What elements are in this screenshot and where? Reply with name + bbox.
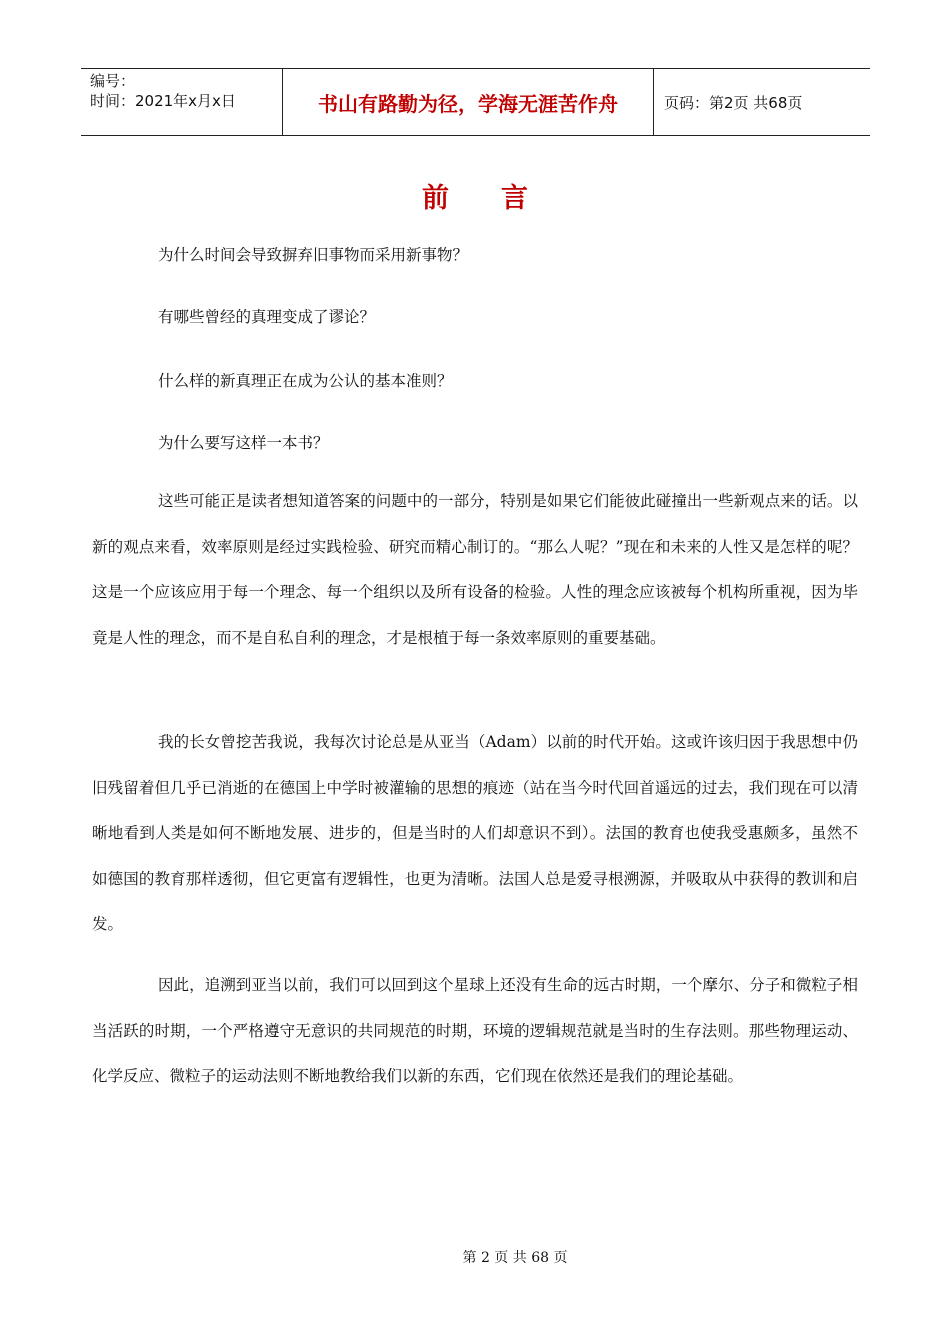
question-4: 为什么要写这样一本书？ (158, 434, 329, 452)
page-info-text: 页码：第2页 共68页 (664, 93, 803, 112)
date-line: 时间：2021年x月x日 (90, 92, 236, 110)
page-info (654, 69, 870, 135)
page-header (81, 68, 870, 136)
question-2: 有哪些曾经的真理变成了谬论？ (158, 308, 376, 326)
paragraph-2: 我的长女曾挖苦我说，我每次讨论总是从亚当（Adam）以前的时代开始。这或许该归因于我思想中仍旧残留着但几乎已消逝的在德国上中学时被灌输的思想的痕迹（站在当今时代回首遥远的过去，我们现在可以清晰地看到人类是如何不断地发展、进步的，但是当时的人们却意识不到）。法国的教育也使我受惠颇多，虽然不如德国的教育那样透彻，但它更富有逻辑性，也更为清晰。法国人总是爱寻根溯源，并吸取从中获得的教训和启发。 (92, 733, 858, 933)
header-left-cell (81, 69, 282, 135)
paragraph-3: 因此，追溯到亚当以前，我们可以回到这个星球上还没有生命的远古时期，一个摩尔、分子和微粒子相当活跃的时期，一个严格遵守无意识的共同规范的时期，环境的逻辑规范就是当时的生存法则。那些物理运动、化学反应、微粒子的运动法则不断地教给我们以新的东西，它们现在依然还是我们的理论基础。 (92, 976, 858, 1085)
number-label: 编号： (90, 72, 136, 90)
paragraph-1: 这些可能正是读者想知道答案的问题中的一部分，特别是如果它们能彼此碰撞出一些新观点来的话。以新的观点来看，效率原则是经过实践检验、研究而精心制订的。“那么人呢？”现在和未来的人性又是怎样的呢？这是一个应该应用于每一个理念、每一个组织以及所有设备的检验。人性的理念应该被每个机构所重视，因为毕竟是人性的理念，而不是自私自利的理念，才是根植于每一条效率原则的重要基础。 (92, 492, 858, 647)
page-title: 前言 (422, 183, 580, 214)
motto-text: 书山有路勤为径，学海无涯苦作舟 (318, 91, 618, 116)
motto (282, 69, 654, 135)
page-footer: 第 2 页 共 68 页 (462, 1250, 568, 1266)
question-3: 什么样的新真理正在成为公认的基本准则？ (158, 372, 453, 390)
question-1: 为什么时间会导致摒弃旧事物而采用新事物？ (158, 246, 469, 264)
